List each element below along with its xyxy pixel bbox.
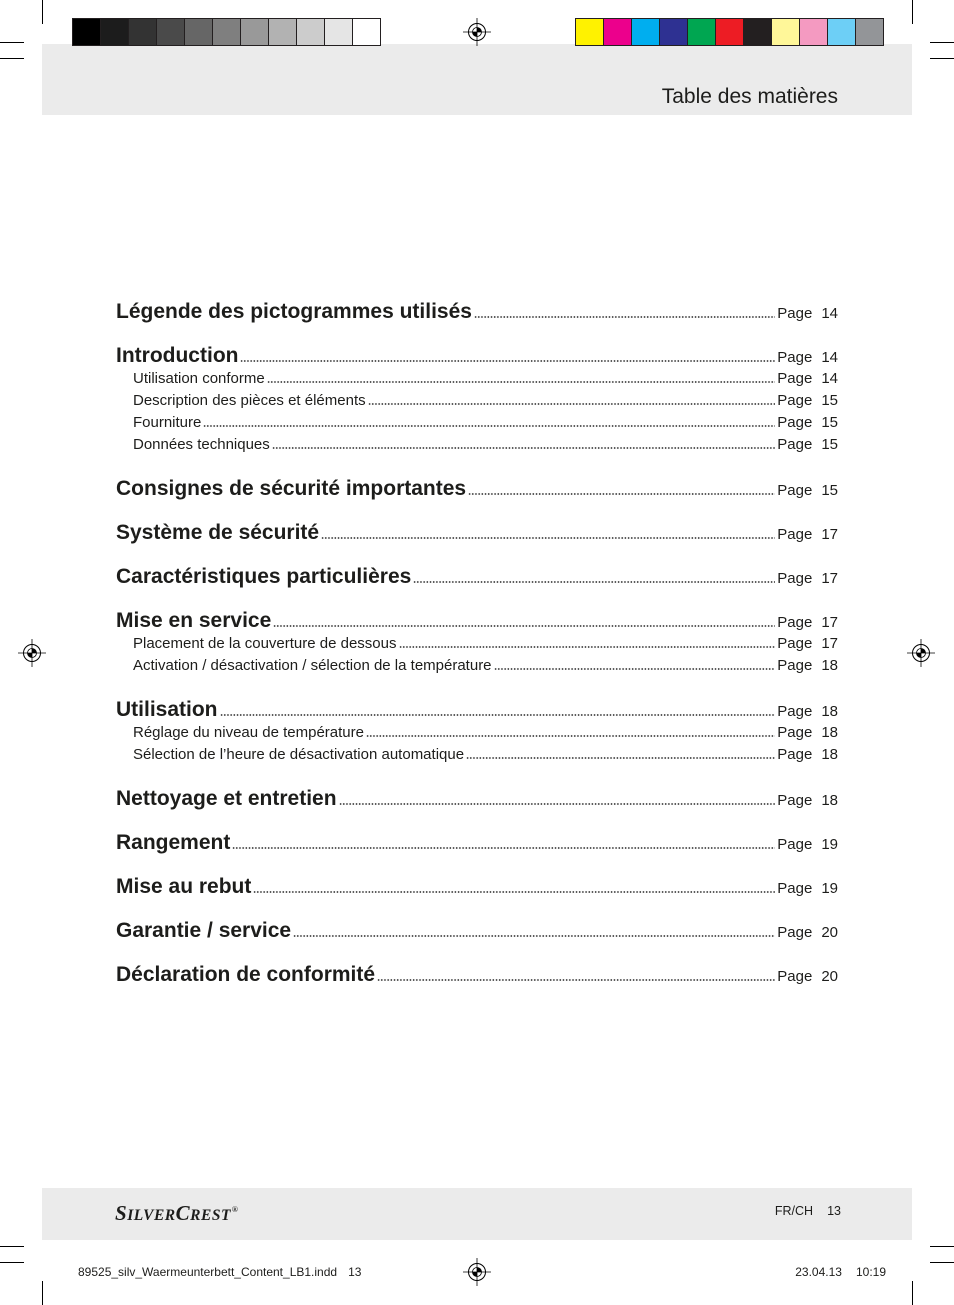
toc-leader-dots: [474, 316, 775, 318]
toc-entry-title: Nettoyage et entretien: [116, 787, 337, 810]
toc-page-number: 18: [821, 703, 838, 720]
toc-page-number: 17: [821, 635, 838, 652]
toc-entry-title: Sélection de l’heure de désactivation automatique: [133, 746, 465, 763]
crop-mark: [912, 0, 913, 24]
color-swatch: [827, 19, 855, 45]
logo-letter: C: [175, 1201, 191, 1225]
toc-subentry: [116, 722, 838, 744]
color-swatch: [659, 19, 687, 45]
toc-leader-dots: [232, 847, 775, 849]
toc-leader-dots: [267, 381, 776, 383]
toc-entry-title: Activation / désactivation / sélection de la température: [133, 657, 492, 674]
toc-page-number: 18: [821, 746, 838, 763]
toc-entry-title: Réglage du niveau de température: [133, 724, 364, 741]
color-swatch: [799, 19, 827, 45]
color-swatch: [128, 19, 156, 45]
color-swatch: [575, 19, 603, 45]
crop-mark: [912, 1281, 913, 1305]
toc-leader-dots: [220, 714, 776, 716]
toc-leader-dots: [240, 360, 775, 362]
toc-leader-dots: [293, 935, 775, 937]
color-swatch: [687, 19, 715, 45]
logo-letters: REST: [190, 1207, 231, 1224]
toc-entry: [116, 566, 838, 588]
toc-page-label: Page: [777, 570, 813, 587]
toc-page-number: 14: [821, 349, 838, 366]
color-swatch: [603, 19, 631, 45]
footer-locale: FR/CH: [774, 1204, 814, 1218]
page-title: Table des matières: [661, 85, 838, 108]
crop-mark: [930, 1262, 954, 1263]
toc-page-label: Page: [777, 305, 813, 322]
color-swatch: [268, 19, 296, 45]
toc-leader-dots: [273, 625, 775, 627]
toc-leader-dots: [203, 425, 775, 427]
color-swatch: [855, 19, 883, 45]
toc-leader-dots: [366, 735, 775, 737]
crop-mark: [0, 58, 24, 59]
toc-leader-dots: [466, 757, 775, 759]
toc-page-number: 17: [821, 570, 838, 587]
grayscale-control-bar: [72, 18, 381, 46]
color-swatch: [212, 19, 240, 45]
toc-subentry: [116, 434, 838, 456]
toc-entry: [116, 876, 838, 898]
toc-subentry: [116, 412, 838, 434]
toc-entry: [116, 610, 838, 632]
toc-entry: [116, 788, 838, 810]
table-of-contents: [116, 301, 838, 986]
toc-entry-title: Déclaration de conformité: [116, 963, 376, 986]
toc-page-number: 15: [821, 436, 838, 453]
toc-page-label: Page: [777, 724, 813, 741]
color-swatch: [240, 19, 268, 45]
toc-page-label: Page: [777, 635, 813, 652]
color-swatch: [100, 19, 128, 45]
crop-mark: [42, 0, 43, 24]
toc-page-label: Page: [777, 792, 813, 809]
toc-subentry: [116, 744, 838, 766]
slug-date: 23.04.13: [795, 1265, 842, 1279]
toc-page-label: Page: [777, 703, 813, 720]
toc-entry: [116, 920, 838, 942]
color-swatch: [296, 19, 324, 45]
toc-page-number: 18: [821, 657, 838, 674]
color-swatch: [715, 19, 743, 45]
toc-entry: [116, 699, 838, 721]
toc-entry-title: Introduction: [116, 344, 239, 367]
toc-entry-title: Mise au rebut: [116, 875, 252, 898]
toc-page-number: 14: [821, 370, 838, 387]
toc-leader-dots: [321, 537, 775, 539]
toc-page-number: 17: [821, 614, 838, 631]
print-slug-file: [78, 1265, 361, 1279]
toc-entry-title: Utilisation conforme: [133, 370, 265, 387]
color-swatch: [631, 19, 659, 45]
toc-page-label: Page: [777, 746, 813, 763]
footer-page-number: 13: [827, 1204, 841, 1218]
toc-entry-title: Système de sécurité: [116, 521, 320, 544]
process-color-control-bar: [575, 18, 884, 46]
toc-page-number: 18: [821, 724, 838, 741]
registration-mark-icon: [907, 639, 935, 667]
toc-page-label: Page: [777, 880, 813, 897]
toc-page-number: 19: [821, 836, 838, 853]
registration-mark-icon: [463, 1258, 491, 1286]
registered-mark: ®: [231, 1205, 239, 1214]
toc-page-number: 20: [821, 968, 838, 985]
toc-page-label: Page: [777, 349, 813, 366]
toc-entry-title: Description des pièces et éléments: [133, 392, 366, 409]
slug-file-name: 89525_silv_Waermeunterbett_Content_LB1.indd: [78, 1265, 338, 1279]
toc-entry-title: Caractéristiques particulières: [116, 565, 412, 588]
toc-page-label: Page: [777, 614, 813, 631]
toc-entry-title: Fourniture: [133, 414, 202, 431]
toc-entry: [116, 478, 838, 500]
toc-entry-title: Consignes de sécurité importantes: [116, 477, 467, 500]
toc-leader-dots: [468, 493, 775, 495]
toc-page-number: 15: [821, 414, 838, 431]
slug-file-page: 13: [348, 1265, 362, 1279]
logo-letters: ILVER: [127, 1207, 176, 1224]
toc-subentry: [116, 633, 838, 655]
toc-page-label: Page: [777, 414, 813, 431]
toc-page-number: 14: [821, 305, 838, 322]
toc-entry: [116, 832, 838, 854]
toc-page-label: Page: [777, 836, 813, 853]
toc-entry-title: Garantie / service: [116, 919, 292, 942]
color-swatch: [352, 19, 380, 45]
footer-meta: [775, 1203, 841, 1219]
toc-page-label: Page: [777, 482, 813, 499]
toc-leader-dots: [339, 803, 776, 805]
color-swatch: [156, 19, 184, 45]
crop-mark: [930, 58, 954, 59]
crop-mark: [0, 1262, 24, 1263]
toc-page-number: 20: [821, 924, 838, 941]
color-swatch: [72, 19, 100, 45]
toc-leader-dots: [494, 668, 776, 670]
toc-entry: [116, 964, 838, 986]
color-swatch: [771, 19, 799, 45]
toc-entry-title: Utilisation: [116, 698, 218, 721]
print-slug-timestamp: [795, 1265, 886, 1279]
silvercrest-logo: [115, 1199, 239, 1225]
registration-mark-icon: [18, 639, 46, 667]
toc-page-label: Page: [777, 436, 813, 453]
toc-leader-dots: [377, 979, 775, 981]
toc-page-number: 15: [821, 482, 838, 499]
toc-leader-dots: [272, 447, 776, 449]
toc-leader-dots: [253, 891, 775, 893]
toc-page-label: Page: [777, 370, 813, 387]
toc-subentry: [116, 368, 838, 390]
toc-entry-title: Rangement: [116, 831, 231, 854]
toc-entry-title: Données techniques: [133, 436, 270, 453]
toc-page-label: Page: [777, 657, 813, 674]
logo-letter: S: [115, 1201, 128, 1225]
toc-subentry: [116, 390, 838, 412]
toc-entry: [116, 301, 838, 323]
toc-entry: [116, 345, 838, 367]
toc-page-number: 18: [821, 792, 838, 809]
toc-leader-dots: [413, 581, 775, 583]
crop-mark: [930, 42, 954, 43]
crop-mark: [0, 42, 24, 43]
color-swatch: [184, 19, 212, 45]
toc-page-label: Page: [777, 924, 813, 941]
crop-mark: [0, 1246, 24, 1247]
color-swatch: [324, 19, 352, 45]
toc-entry-title: Légende des pictogrammes utilisés: [116, 300, 472, 323]
slug-time: 10:19: [855, 1265, 886, 1279]
crop-mark: [930, 1246, 954, 1247]
toc-page-label: Page: [777, 392, 813, 409]
toc-entry-title: Mise en service: [116, 609, 272, 632]
toc-entry: [116, 522, 838, 544]
toc-leader-dots: [368, 403, 776, 405]
toc-page-number: 15: [821, 392, 838, 409]
registration-mark-icon: [463, 18, 491, 46]
toc-leader-dots: [399, 646, 776, 648]
toc-subentry: [116, 655, 838, 677]
color-swatch: [743, 19, 771, 45]
toc-page-label: Page: [777, 968, 813, 985]
toc-page-label: Page: [777, 526, 813, 543]
toc-entry-title: Placement de la couverture de dessous: [133, 635, 397, 652]
toc-page-number: 17: [821, 526, 838, 543]
toc-page-number: 19: [821, 880, 838, 897]
crop-mark: [42, 1281, 43, 1305]
